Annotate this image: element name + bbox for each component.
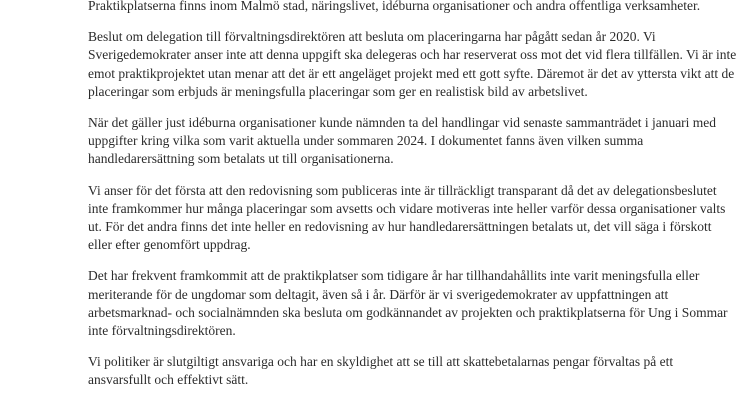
paragraph-5: Det har frekvent framkommit att de praktikplatser som tidigare år har tillhandahållits inte varit meningsfulla eller meriterande för de ungdomar som deltagit, även så i år. Därför är vi sverigedemokrater av uppfattningen att arbetsmarknad- och socialnämnden ska besluta om godkännandet av projekten och praktikplatserna för Ung i Sommar inte förvaltningsdirektören. <box>88 268 728 339</box>
document-body <box>88 0 738 403</box>
paragraph-3: När det gäller just idéburna organisationer kunde nämnden ta del handlingar vid senaste sammanträdet i januari med uppgifter kring vilka som varit aktuella under sommaren 2024. I dokumentet fanns även vilken summa handledarersättning som betalats ut till organisationerna. <box>88 115 717 167</box>
paragraph-2: Beslut om delegation till förvaltningsdirektören att besluta om placeringarna har pågått sedan år 2020. Vi Sverigedemokrater anser inte att denna uppgift ska delegeras och har reserverat oss mot det vid flera tillfällen. Vi är inte emot praktikprojektet utan menar att det är ett angeläget projekt med ett gott syfte. Däremot är det av yttersta vikt att de placeringar som erbjuds är meningsfulla placeringar som ger en realistisk bild av arbetslivet. <box>88 29 737 99</box>
paragraph-6: Vi politiker är slutgiltigt ansvariga och har en skyldighet att se till att skattebetalarnas pengar förvaltas på ett ansvarsfullt och effektivt sätt. <box>88 354 674 388</box>
paragraph-4: Vi anser för det första att den redovisning som publiceras inte är tillräckligt transparant då det av delegationsbeslutet inte framkommer hur många placeringar som avsetts och vidare motiveras inte heller varför dessa organisationer valts ut. För det andra finns det inte heller en redovisning av hur handledarersättningen betalats ut, det vill säga i förskott eller efter genomfört uppdrag. <box>88 182 726 253</box>
paragraph-1: Praktikplatserna finns inom Malmö stad, näringslivet, idéburna organisationer och andra offentliga verksamheter. <box>88 0 701 13</box>
